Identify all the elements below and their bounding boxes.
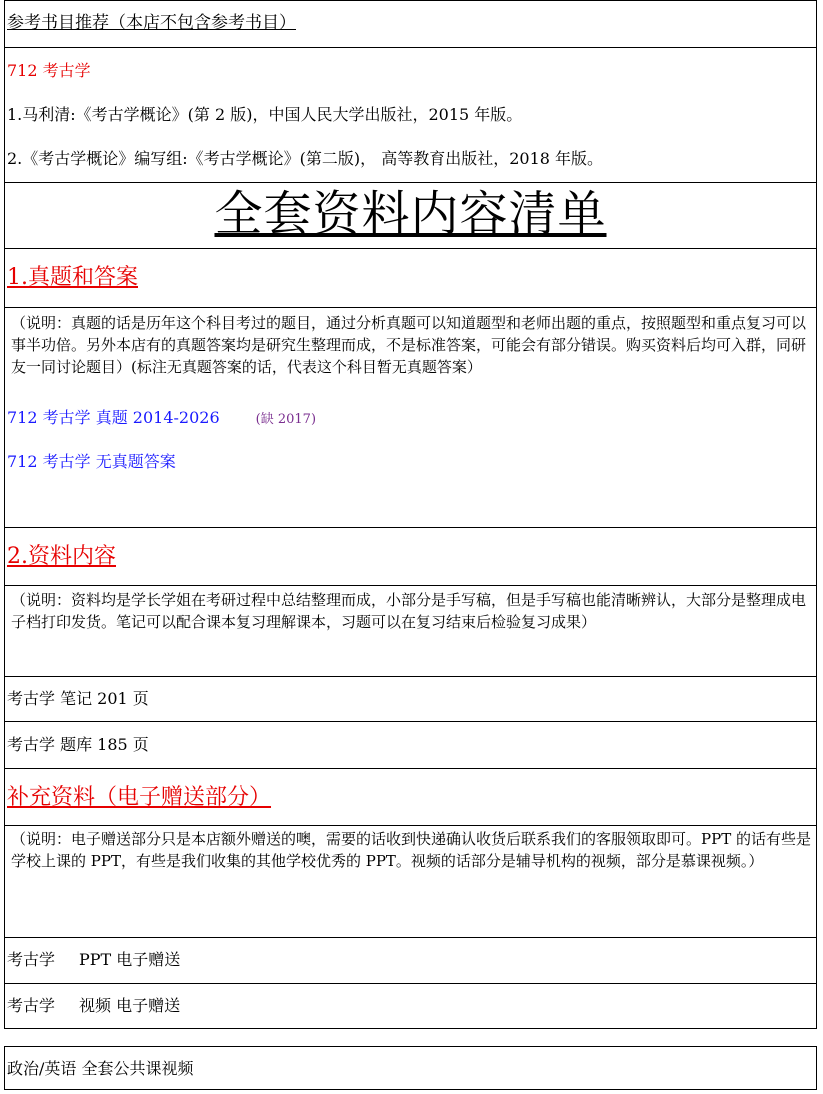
section-note-bonus: （说明：电子赠送部分只是本店额外赠送的噢，需要的话收到快递确认收货后联系我们的客服领取即可。PPT 的话有些是学校上课的 PPT，有些是我们收集的其他学校优秀的 PPT。视频的话部分是辅导机构的视频，部分是慕课视频。）: [11, 830, 811, 870]
reference-book-1: 1.马利清:《考古学概论》(第 2 版)，中国人民大学出版社，2015 年版。: [7, 105, 523, 124]
divider: [5, 983, 816, 984]
content-list-table: [4, 0, 817, 1029]
material-item-notes: 考古学 笔记 201 页: [7, 689, 149, 708]
exam-item-note: (缺 2017): [255, 412, 317, 427]
section-note-materials: （说明：资料均是学长学姐在考研过程中总结整理而成，小部分是手写稿，但是手写稿也能清晰辨认，大部分是整理成电子档打印发货。笔记可以配合课本复习理解课本，习题可以在复习结束后检验复习成果）: [11, 591, 807, 631]
reference-books-header: 参考书目推荐（本店不包含参考书目）: [7, 13, 296, 33]
divider: [5, 721, 816, 722]
bonus-item-video: [7, 998, 180, 1014]
divider: [5, 825, 816, 826]
public-course-table: [4, 1046, 817, 1090]
divider: [5, 937, 816, 938]
divider: [5, 768, 816, 769]
bonus-item-ppt-label: PPT 电子赠送: [79, 950, 181, 969]
divider: [5, 676, 816, 677]
section-heading-materials: 2.资料内容: [7, 544, 116, 569]
section-heading-bonus: 补充资料（电子赠送部分）: [7, 785, 272, 810]
exam-item-label: 712 考古学 真题 2014-2026: [7, 408, 220, 427]
bonus-item-video-subject: 考古学: [7, 996, 56, 1015]
exam-answer-item: 712 考古学 无真题答案: [7, 452, 176, 471]
page-title: 全套资料内容清单: [214, 186, 607, 242]
subject-code: 712 考古学: [7, 61, 91, 80]
divider: [5, 527, 816, 528]
bonus-item-ppt: [7, 952, 180, 968]
exam-item: [7, 410, 316, 426]
divider: [5, 248, 816, 249]
material-item-questions: 考古学 题库 185 页: [7, 735, 149, 754]
section-heading-exams: 1.真题和答案: [7, 265, 138, 290]
section-note-exams: （说明：真题的话是历年这个科目考过的题目，通过分析真题可以知道题型和老师出题的重点，按照题型和重点复习可以事半功倍。另外本店有的真题答案均是研究生整理而成，不是标准答案，可能会有部分错误。购买资料后均可入群，同研友一同讨论题目）(标注无真题答案的话，代表这个科目暂无真题答案）: [11, 314, 807, 376]
bonus-item-ppt-subject: 考古学: [7, 950, 56, 969]
divider: [5, 47, 816, 48]
divider: [5, 585, 816, 586]
divider: [5, 182, 816, 183]
public-course-item: 政治/英语 全套公共课视频: [7, 1059, 194, 1078]
reference-book-2: 2.《考古学概论》编写组:《考古学概论》(第二版)， 高等教育出版社，2018 年版。: [7, 149, 604, 168]
divider: [5, 307, 816, 308]
bonus-item-video-label: 视频 电子赠送: [79, 996, 181, 1015]
